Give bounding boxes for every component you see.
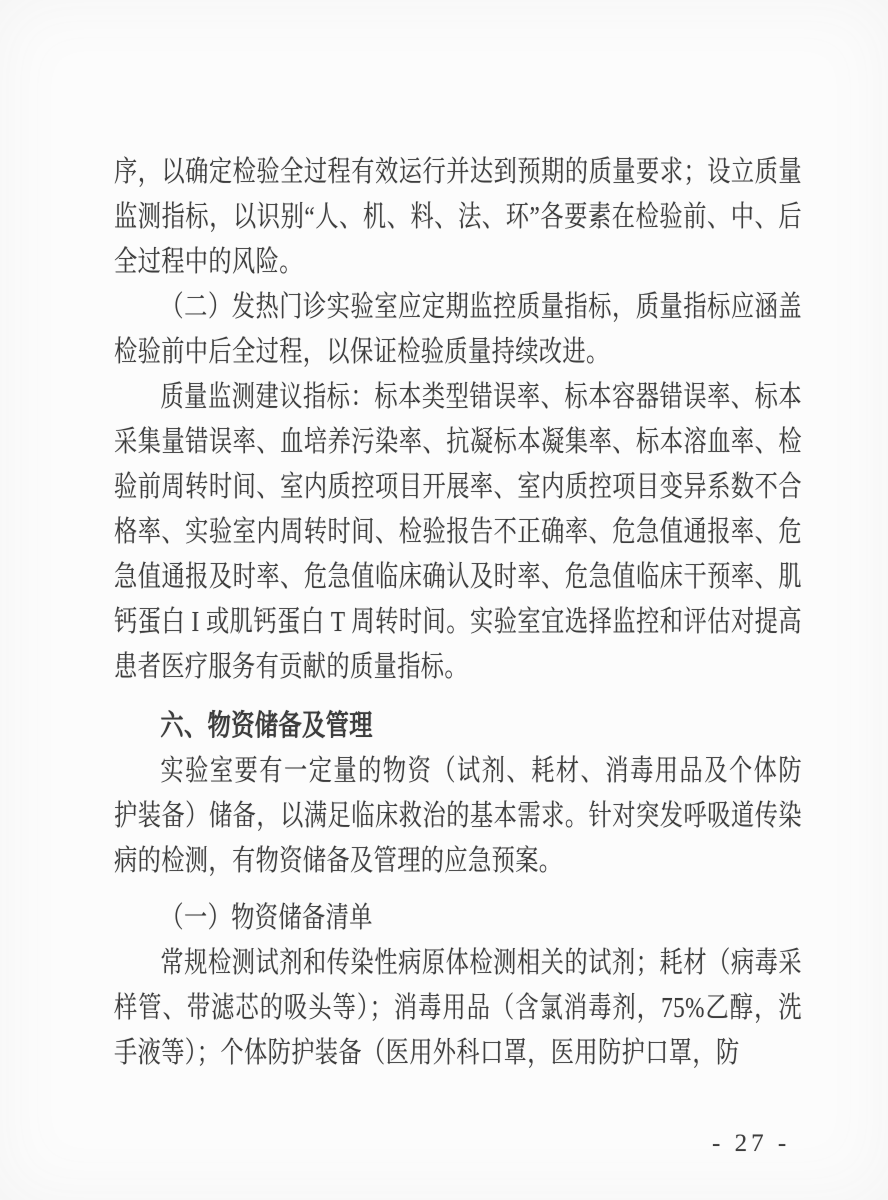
paragraph-fever-clinic-quality-indicators: （二）发热门诊实验室应定期监控质量指标，质量指标应涵盖检验前中后全过程，以保证检验质量持续改进。	[114, 291, 802, 368]
subsection-heading-material-reserve-list: （一）物资储备清单	[160, 902, 373, 934]
paragraph-recommended-quality-indicators: 质量监测建议指标：标本类型错误率、标本容器错误率、标本采集量错误率、血培养污染率、抗凝标本凝集率、标本溶血率、检验前周转时间、室内质控项目开展率、室内质控项目变异系数不合格率、实验室内周转时间、检验报告不正确率、危急值通报率、危急值通报及时率、危急值临床确认及时率、危急值临床干预率、肌钙蛋白 I 或肌钙蛋白 T 周转时间。实验室宜选择监控和评估对提高患者医疗服务有贡献的质量指标。	[114, 381, 802, 683]
document-body	[114, 150, 802, 1076]
paragraph-material-reserve-items: 常规检测试剂和传染性病原体检测相关的试剂；耗材（病毒采样管、带滤芯的吸头等）；消毒用品（含氯消毒剂，75%乙醇，洗手液等）；个体防护装备（医用外科口罩，医用防护口罩，防	[114, 947, 802, 1069]
section-heading-material-reserve-management: 六、物资储备及管理	[160, 710, 373, 742]
page-number: - 27 -	[712, 1130, 791, 1157]
paragraph-material-reserve-overview: 实验室要有一定量的物资（试剂、耗材、消毒用品及个体防 护装备）储备，以满足临床救治的基本需求。针对突发呼吸道传染病的检测，有物资储备及管理的应急预案。	[114, 755, 802, 877]
paragraph-quality-procedure-continuation: 序，以确定检验全过程有效运行并达到预期的质量要求；设立质量监测指标，以识别“人、机、料、法、环”各要素在检验前、中、后全过程中的风险。	[114, 156, 802, 278]
